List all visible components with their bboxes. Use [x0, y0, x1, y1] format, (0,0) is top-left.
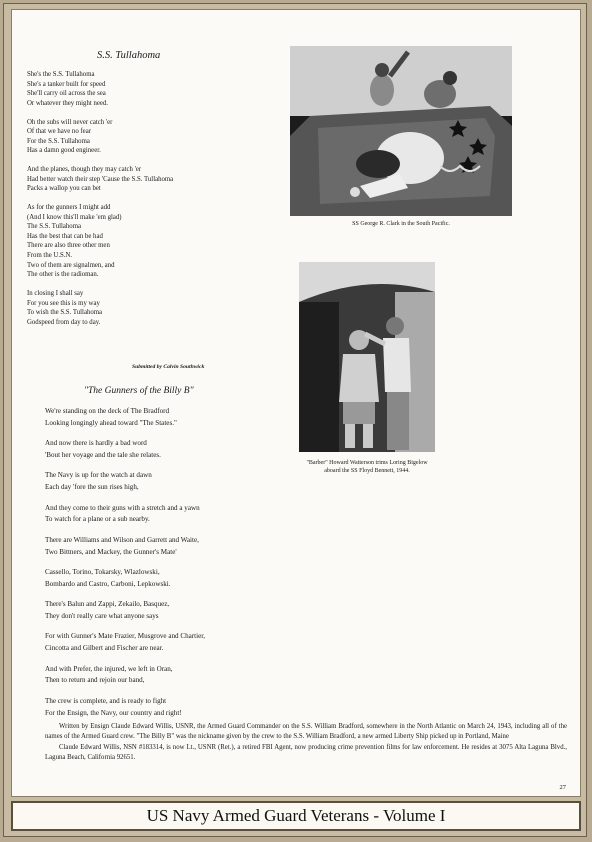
- poem-line: To watch for a plane or a sub nearby.: [45, 515, 150, 524]
- poem-line: The other is the radioman.: [27, 271, 99, 279]
- poem-line: For the Ensign, the Navy, our country and right!: [45, 708, 182, 717]
- poem-line: The S.S. Tullahoma: [27, 223, 82, 231]
- author-credit: [45, 722, 567, 763]
- poem-line: She's the S.S. Tullahoma: [27, 71, 95, 78]
- poem-line: From the U.S.N.: [27, 252, 73, 260]
- poem-line: Godspeed from day to day.: [27, 318, 101, 326]
- poem-line: And the planes, though they may catch 'er: [27, 166, 142, 174]
- document-page: [11, 9, 581, 797]
- poem-line: She's a tanker built for speed: [27, 80, 106, 88]
- poem-line: There are Williams and Wilson and Garrett and Waite,: [45, 535, 199, 544]
- poem-line: Of that we have no fear: [27, 128, 91, 136]
- credit-paragraph-1: Written by Ensign Claude Edward Willis, USNR, the Armed Guard Commander on the S.S. William Bradford, somewhere in the North Atlantic on March 24, 1943, including all of the names of the Armed Guard crew. "The Billy B" was the nickname given by the crew to the S.S. William Bradford, a new armed Liberty Ship picked up in Portland, Maine: [45, 723, 567, 741]
- poem-line: And they come to their guns with a stretch and a yawn: [45, 503, 200, 512]
- stanza: [45, 503, 305, 526]
- poem-line: Has the best that can be had: [27, 232, 103, 240]
- stanza: [27, 165, 267, 194]
- barber-photo: [299, 262, 435, 452]
- stanza: [45, 567, 305, 590]
- poem-line: Looking longingly ahead toward "The States.": [45, 418, 177, 427]
- poem-line: There's Balun and Zappi, Zekailo, Basquez,: [45, 600, 170, 609]
- poem-line: She'll carry oil across the sea: [27, 90, 106, 98]
- poem-line: Each day 'fore the sun rises high,: [45, 483, 139, 492]
- poem-line: There are also three other men: [27, 242, 110, 250]
- poem-line: Bombardo and Castro, Carboni, Lepkowski.: [45, 579, 171, 588]
- ship-photo-caption: SS George R. Clark in the South Pacific.: [352, 221, 450, 227]
- stanza: [27, 203, 267, 280]
- poem-line: Two Bittners, and Mackey, the Gunner's Mate': [45, 547, 177, 556]
- poem1-body: [27, 70, 267, 337]
- poem-line: To wish the S.S. Tullahoma: [27, 309, 103, 317]
- stanza: [45, 631, 305, 654]
- submitted-by: Submitted by Calvin Southwick: [132, 364, 205, 370]
- poem-line: The crew is complete, and is ready to fight: [45, 696, 167, 705]
- poem-line: Two of them are signalmen, and: [27, 261, 115, 269]
- poem-line: Cincotta and Gilbert and Fischer are near.: [45, 644, 164, 653]
- poem-line: (And I know this'll make 'em glad): [27, 213, 122, 221]
- poem-line: And with Prefer, the injured, we left in Oran,: [45, 664, 173, 673]
- poem-line: For the S.S. Tullahoma: [27, 137, 90, 145]
- page-number: 27: [559, 784, 566, 791]
- footer-title: US Navy Armed Guard Veterans - Volume I: [11, 801, 581, 831]
- stanza: [27, 289, 267, 327]
- poem-line: We're standing on the deck of The Bradford: [45, 407, 170, 415]
- stanza: [45, 470, 305, 493]
- poem-line: The Navy is up for the watch at dawn: [45, 471, 152, 480]
- poem-line: As for the gunners I might add: [27, 204, 111, 212]
- poem1-title: S.S. Tullahoma: [97, 50, 161, 61]
- poem-line: For with Gunner's Mate Frazier, Musgrove and Chartier,: [45, 632, 206, 641]
- poem-line: Packs a wallop you can bet: [27, 185, 101, 193]
- poem-line: They don't really care what anyone says: [45, 611, 159, 620]
- stanza: [45, 438, 305, 461]
- poem2-body: [45, 406, 305, 728]
- poem-line: Or whatever they might need.: [27, 99, 108, 107]
- barber-photo-caption: "Barber" Howard Watterson trims Loring Bigelow aboard the SS Floyd Bennett, 1944.: [306, 460, 428, 474]
- poem-line: And now there is hardly a bad word: [45, 439, 147, 448]
- poem-line: Had better watch their step 'Cause the S.S. Tullahoma: [27, 175, 174, 183]
- credit-paragraph-2: Claude Edward Willis, NSN #183314, is now Lt., USNR (Ret.), a retired FBI Agent, now producing crime prevention films for law enforcement. He resides at 3075 Alta Laguna Blvd., Laguna Beach, California 92651.: [45, 743, 567, 761]
- ship-photo: [290, 46, 512, 216]
- poem-line: In closing I shall say: [27, 290, 84, 298]
- stanza: [27, 118, 267, 156]
- poem-line: 'Bout her voyage and the tale she relates.: [45, 450, 161, 459]
- stanza: [45, 599, 305, 622]
- stanza: [27, 70, 267, 108]
- poem-line: Oh the subs will never catch 'er: [27, 118, 113, 126]
- stanza: [45, 696, 305, 719]
- poem-line: Cassello, Torino, Tokarsky, Wlazlowski,: [45, 568, 160, 577]
- stanza: [45, 535, 305, 558]
- poem-line: Then to return and rejoin our band,: [45, 676, 145, 685]
- poem2-title: "The Gunners of the Billy B": [84, 386, 194, 396]
- stanza: [45, 664, 305, 687]
- poem-line: Has a damn good engineer.: [27, 147, 101, 155]
- poem-line: For you see this is my way: [27, 299, 100, 307]
- stanza: [45, 406, 305, 429]
